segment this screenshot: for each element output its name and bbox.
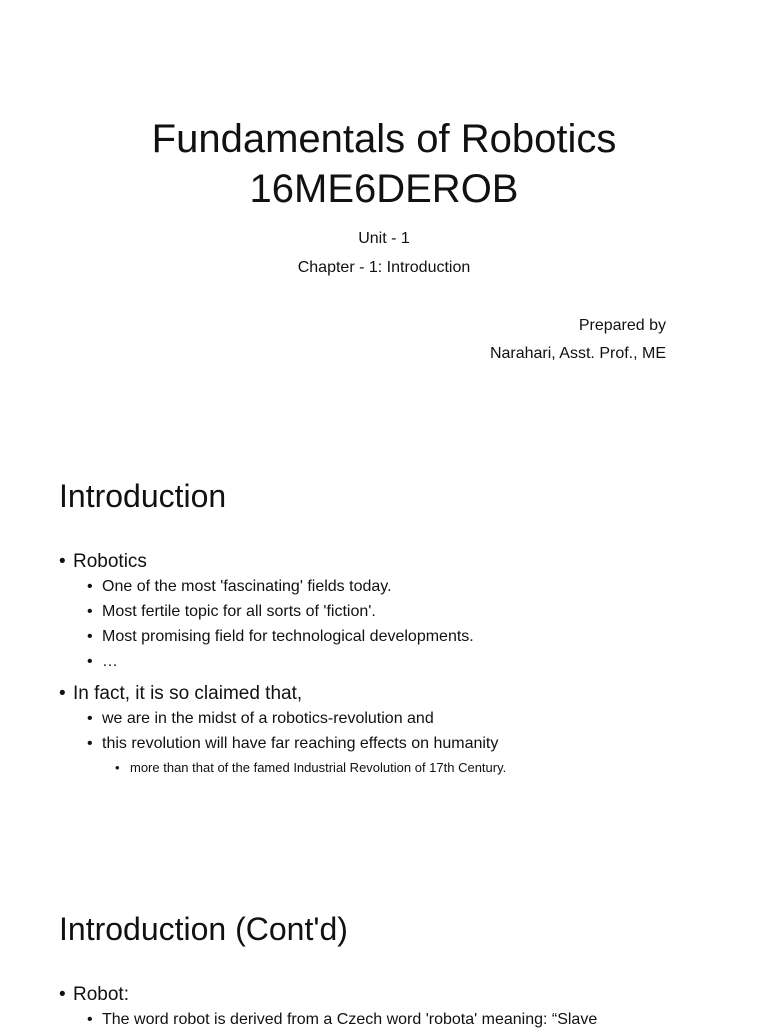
bullet-robot: • Robot:: [59, 982, 728, 1007]
title-line-1: Fundamentals of Robotics: [151, 117, 617, 161]
bullet-list: [59, 982, 728, 1032]
sub-bullet: • we are in the midst of a robotics-revolution and: [59, 706, 728, 731]
presentation-title: [0, 114, 768, 214]
chapter-label: Chapter - 1: Introduction: [297, 259, 471, 276]
sub-bullet: • Most promising field for technological developments.: [59, 624, 728, 649]
sub-sub-bullet: • more than that of the famed Industrial Revolution of 17th Century.: [59, 756, 728, 780]
bullet-in-fact: • In fact, it is so claimed that,: [59, 681, 728, 706]
introduction-slide: [0, 432, 768, 864]
sub-bullet: • One of the most 'fascinating' fields today.: [59, 574, 728, 599]
author-name: Narahari, Asst. Prof., ME: [489, 345, 666, 362]
prepared-by-label: Prepared by: [578, 317, 666, 334]
title-line-2: 16ME6DEROB: [249, 167, 519, 211]
slide-heading: Introduction: [59, 478, 227, 514]
title-slide: [0, 0, 768, 432]
unit-label: Unit - 1: [358, 230, 410, 247]
introduction-contd-slide: [0, 864, 768, 1028]
sub-bullet: • this revolution will have far reaching effects on humanity: [59, 731, 728, 756]
sub-bullet: • Most fertile topic for all sorts of 'fiction'.: [59, 599, 728, 624]
sub-bullet: • …: [59, 649, 728, 674]
slide-heading: Introduction (Cont'd): [59, 911, 348, 947]
bullet-robotics: • Robotics: [59, 549, 728, 574]
sub-bullet: • The word robot is derived from a Czech word 'robota' meaning: “Slave: [59, 1007, 728, 1032]
bullet-list: [59, 549, 728, 780]
